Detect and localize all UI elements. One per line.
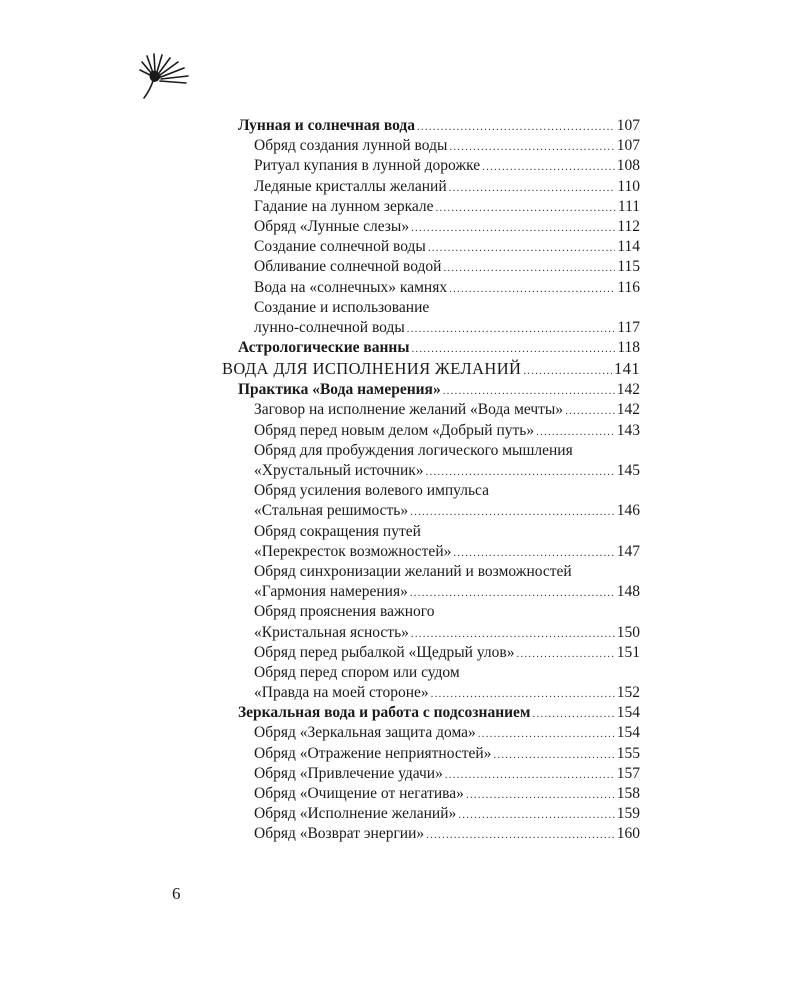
toc-leader-dots (482, 157, 615, 177)
toc-entry-title: Обряд перед спором или судом (254, 663, 460, 681)
toc-entry-title: Обряд усиления волевого импульса (254, 482, 490, 500)
toc-entry-title: Заговор на исполнение желаний «Вода мечты» (254, 401, 564, 419)
toc-leader-dots (523, 360, 612, 382)
toc-leader-dots (458, 805, 614, 825)
toc-entry-title: Обряд «Лунные слезы» (254, 217, 410, 235)
toc-chapter (222, 358, 640, 380)
toc-entry (222, 461, 640, 481)
toc-entry-title: ВОДА ДЛЯ ИСПОЛНЕНИЯ ЖЕЛАНИЙ (222, 359, 522, 379)
toc-entry-title: Обряд перед новым делом «Добрый путь» (254, 421, 535, 439)
toc-entry-title: Обряд синхронизации желаний и возможностей (254, 562, 572, 580)
toc-entry-page: 145 (616, 462, 640, 479)
toc-entry-page: 148 (616, 583, 640, 601)
table-of-contents (222, 116, 640, 845)
toc-entry-title: Обряд сокращения путей (254, 522, 421, 540)
toc-entry (222, 522, 640, 542)
toc-entry-page: 150 (616, 623, 640, 641)
toc-leader-dots (410, 583, 615, 603)
toc-section (222, 116, 640, 136)
toc-entry (222, 481, 640, 501)
toc-entry (222, 400, 640, 420)
toc-leader-dots (445, 765, 615, 785)
toc-entry-page: 117 (617, 318, 640, 336)
toc-leader-dots (565, 401, 615, 421)
toc-entry (222, 602, 640, 622)
toc-entry-page: 143 (616, 421, 640, 439)
toc-entry (222, 441, 640, 461)
toc-entry-title: Обряд «Возврат энергии» (254, 825, 425, 843)
toc-entry (222, 663, 640, 683)
toc-entry (222, 177, 640, 197)
toc-leader-dots (478, 724, 615, 744)
toc-entry-title: Ледяные кристаллы желаний (254, 177, 447, 195)
toc-entry (222, 501, 640, 521)
toc-entry-title: Зеркальная вода и работа с подсознанием (238, 704, 531, 722)
toc-leader-dots (533, 704, 615, 724)
toc-entry-title: Обливание солнечной водой (254, 258, 442, 276)
toc-leader-dots (426, 462, 615, 482)
toc-entry-title: Гадание на лунном зеркале (254, 197, 434, 215)
sun-rays-ornament-icon (138, 52, 194, 104)
toc-entry-page: 114 (617, 238, 640, 256)
toc-entry-title: «Стальная решимость» (254, 502, 409, 520)
toc-entry-title: Вода на «солнечных» камнях (254, 278, 448, 296)
toc-entry-title: «Гармония намерения» (254, 583, 408, 601)
toc-entry-page: 142 (616, 381, 640, 399)
toc-entry-title: Астрологические ванны (238, 339, 410, 357)
toc-entry (222, 764, 640, 784)
toc-entry-page: 112 (617, 217, 640, 235)
toc-entry-page: 160 (616, 825, 640, 843)
toc-entry-title: Обряд «Очищение от негатива» (254, 785, 464, 802)
toc-entry-page: 154 (616, 724, 640, 742)
toc-entry-page: 108 (616, 157, 640, 175)
toc-leader-dots (411, 218, 615, 238)
toc-entry (222, 643, 640, 663)
toc-entry-title: Обряд для пробуждения логического мышления (254, 441, 573, 459)
toc-entry (222, 804, 640, 824)
toc-entry-title: Обряд «Отражение неприятностей» (254, 744, 492, 762)
toc-entry-page: 157 (616, 764, 640, 782)
toc-entry-page: 158 (616, 785, 640, 802)
toc-entry (222, 683, 640, 703)
toc-entry-title: Лунная и солнечная вода (238, 117, 415, 134)
toc-entry-page: 154 (616, 704, 640, 722)
toc-entry-title: Обряд «Привлечение удачи» (254, 764, 443, 782)
toc-entry (222, 623, 640, 643)
toc-entry (222, 723, 640, 743)
toc-entry-title: Обряд создания лунной воды (254, 137, 448, 155)
toc-entry-page: 152 (616, 684, 640, 702)
toc-entry-page: 155 (616, 744, 640, 762)
toc-entry (222, 298, 640, 318)
toc-entry-page: 146 (616, 502, 640, 520)
toc-entry-title: Создание солнечной воды (254, 238, 426, 256)
toc-leader-dots (466, 785, 615, 805)
toc-entry (222, 217, 640, 237)
toc-entry-title: Создание и использование (254, 298, 430, 316)
toc-entry (222, 582, 640, 602)
toc-entry-title: Ритуал купания в лунной дорожке (254, 157, 481, 175)
toc-leader-dots (431, 684, 615, 704)
toc-leader-dots (436, 198, 616, 218)
toc-entry (222, 562, 640, 582)
toc-leader-dots (516, 644, 614, 664)
toc-entry-page: 116 (617, 278, 640, 296)
toc-entry-title: Обряд перед рыбалкой «Щедрый улов» (254, 643, 515, 661)
toc-entry-page: 141 (614, 359, 640, 379)
toc-leader-dots (443, 381, 615, 401)
toc-entry (222, 744, 640, 764)
toc-entry-page: 107 (616, 137, 640, 155)
toc-entry (222, 318, 640, 338)
toc-entry (222, 421, 640, 441)
toc-section (222, 380, 640, 400)
toc-entry (222, 278, 640, 298)
toc-leader-dots (449, 279, 615, 299)
toc-leader-dots (443, 258, 615, 278)
toc-leader-dots (493, 745, 614, 765)
toc-entry-page: 151 (616, 643, 640, 661)
toc-section (222, 338, 640, 358)
toc-entry (222, 197, 640, 217)
toc-entry-page: 147 (616, 542, 640, 560)
toc-leader-dots (417, 117, 615, 137)
toc-entry-title: «Кристальная ясность» (254, 623, 409, 641)
toc-leader-dots (453, 543, 614, 563)
toc-leader-dots (536, 422, 615, 442)
toc-leader-dots (411, 624, 615, 644)
page-number: 6 (172, 884, 181, 903)
toc-entry-title: Обряд «Исполнение желаний» (254, 805, 457, 823)
toc-leader-dots (428, 238, 615, 258)
toc-entry-page: 142 (616, 401, 640, 419)
toc-leader-dots (411, 339, 615, 359)
toc-entry-title: Обряд прояснения важного (254, 603, 435, 621)
toc-entry (222, 136, 640, 156)
toc-entry (222, 824, 640, 844)
toc-entry-page: 115 (617, 258, 640, 276)
toc-entry-title: «Правда на моей стороне» (254, 684, 429, 702)
toc-section (222, 703, 640, 723)
toc-entry (222, 257, 640, 277)
toc-leader-dots (410, 502, 615, 522)
toc-entry (222, 542, 640, 562)
toc-entry-page: 110 (617, 177, 640, 195)
toc-entry (222, 156, 640, 176)
toc-leader-dots (449, 178, 616, 198)
toc-entry-title: «Перекресток возможностей» (254, 542, 452, 560)
toc-entry-page: 111 (617, 197, 640, 215)
toc-entry-title: «Хрустальный источник» (254, 462, 424, 479)
toc-entry (222, 237, 640, 257)
toc-leader-dots (407, 319, 616, 339)
toc-leader-dots (426, 825, 615, 845)
toc-entry-title: Обряд «Зеркальная защита дома» (254, 724, 476, 742)
toc-entry (222, 784, 640, 804)
toc-entry-title: Практика «Вода намерения» (238, 381, 441, 399)
toc-entry-title: лунно-солнечной воды (254, 318, 405, 336)
toc-entry-page: 107 (616, 117, 640, 134)
toc-entry-page: 159 (616, 805, 640, 823)
toc-leader-dots (449, 137, 614, 157)
toc-entry-page: 118 (617, 339, 640, 357)
